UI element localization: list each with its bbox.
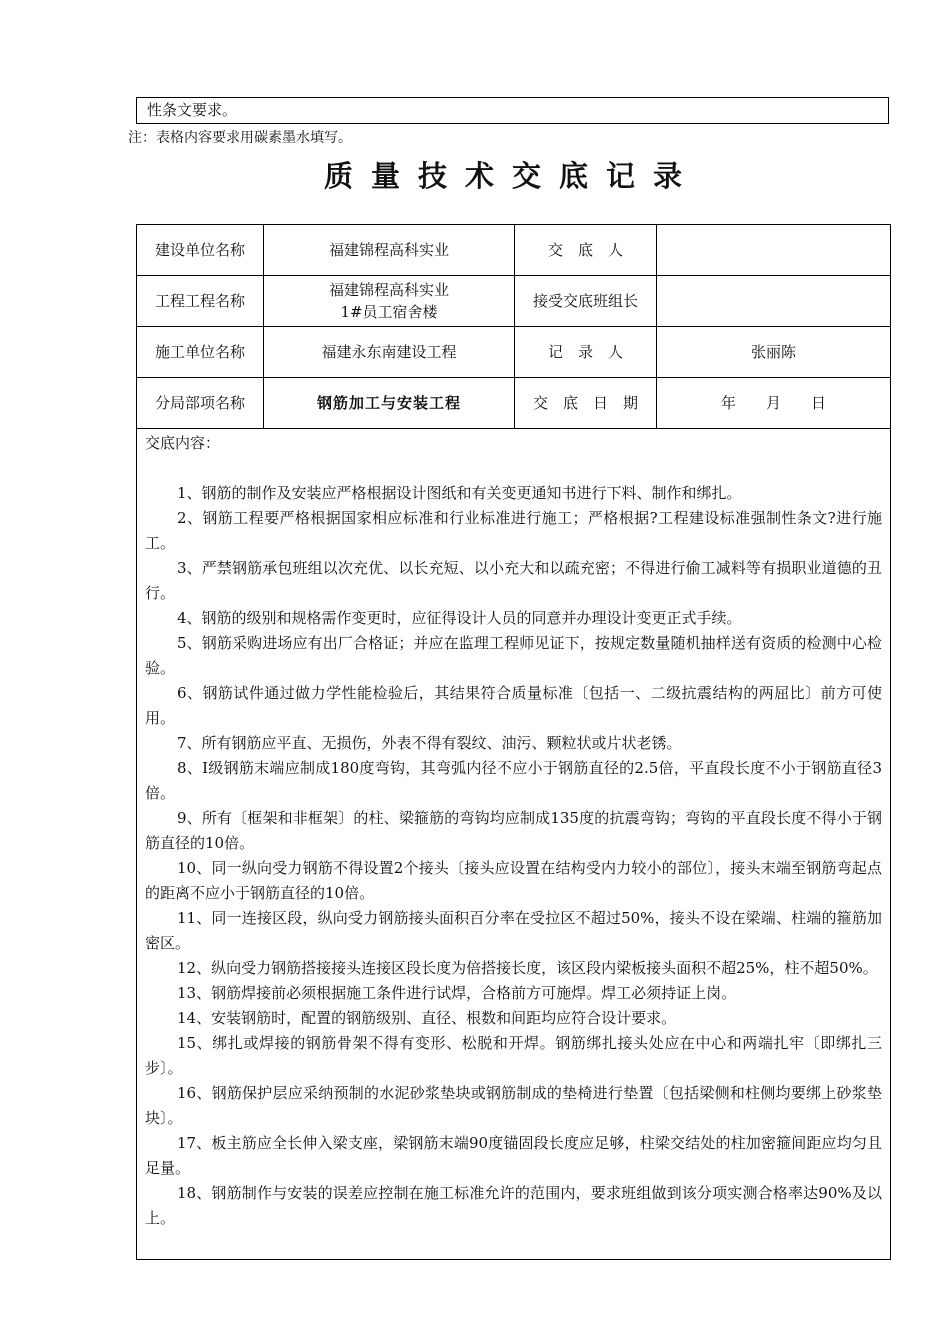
cell-value-project: 钢筋加工与安装工程 (264, 378, 515, 429)
list-item: 15、绑扎或焊接的钢筋骨架不得有变形、松脱和开焊。钢筋绑扎接头处应在中心和两端扎牢〔即绑扎三步〕。 (145, 1034, 882, 1077)
content-list (145, 481, 882, 1231)
list-item: 4、钢筋的级别和规格需作变更时，应征得设计人员的同意并办理设计变更正式手续。 (177, 609, 742, 627)
cell-label: 分局部项名称 (137, 378, 264, 429)
continued-text: 性条文要求。 (147, 101, 238, 119)
cell-label (515, 225, 657, 276)
list-item: 16、钢筋保护层应采纳预制的水泥砂浆垫块或钢筋制成的垫椅进行垫置〔包括梁侧和柱侧均要绑上砂浆垫块〕。 (145, 1084, 882, 1127)
list-item: 10、同一纵向受力钢筋不得设置2个接头〔接头应设置在结构受内力较小的部位〕，接头末端至钢筋弯起点的距离不应小于钢筋直径的10倍。 (145, 859, 882, 902)
list-item: 9、所有〔框架和非框架〕的柱、梁箍筋的弯钩均应制成135度的抗震弯钩；弯钩的平直段长度不得小于钢筋直径的10倍。 (145, 809, 882, 852)
cell-value (657, 225, 891, 276)
list-item: 6、钢筋试件通过做力学性能检验后，其结果符合质量标准〔包括一、二级抗震结构的两屈比〕前方可使用。 (145, 684, 882, 727)
list-item: 14、安装钢筋时，配置的钢筋级别、直径、根数和间距均应符合设计要求。 (177, 1009, 677, 1027)
list-item: 8、Ⅰ级钢筋末端应制成180度弯钩，其弯弧内径不应小于钢筋直径的2.5倍，平直段长度不小于钢筋直径3倍。 (145, 759, 882, 802)
cell-label: 建设单位名称 (137, 225, 264, 276)
list-item: 17、板主筋应全长伸入梁支座，梁钢筋末端90度锚固段长度应足够，柱梁交结处的柱加密箍间距应均匀且足量。 (145, 1134, 882, 1177)
list-item: 1、钢筋的制作及安装应严格根据设计图纸和有关变更通知书进行下料、制作和绑扎。 (177, 484, 742, 502)
content-row (137, 429, 891, 1260)
cell-label-text: 交 底 人 (547, 241, 623, 259)
cell-value: 福建锦程高科实业 (264, 225, 515, 276)
cell-value: 年 月 日 (657, 378, 891, 429)
cell-value (657, 276, 891, 327)
list-item: 2、钢筋工程要严格根据国家相应标准和行业标准进行施工；严格根据?工程建设标准强制性条文?进行施工。 (145, 509, 882, 552)
list-item: 7、所有钢筋应平直、无损伤，外表不得有裂纹、油污、颗粒状或片状老锈。 (177, 734, 682, 752)
page-title: 质量技术交底记录 (323, 159, 700, 193)
list-item: 13、钢筋焊接前必须根据施工条件进行试焊，合格前方可施焊。焊工必须持证上岗。 (177, 984, 737, 1002)
cell-label: 施工单位名称 (137, 327, 264, 378)
table-row (137, 378, 891, 429)
cell-label: 交 底 日 期 (515, 378, 657, 429)
cell-value-line: 福建锦程高科实业 (328, 281, 449, 299)
cell-value-line: 1#员工宿舍楼 (340, 303, 438, 321)
cell-value: 福建永东南建设工程 (264, 327, 515, 378)
cell-label: 工程工程名称 (137, 276, 264, 327)
record-table (136, 224, 891, 1260)
content-heading: 交底内容： (145, 434, 221, 452)
list-item: 18、钢筋制作与安装的误差应控制在施工标准允许的范围内，要求班组做到该分项实测合格率达90%及以上。 (145, 1184, 882, 1227)
form-note: 注：表格内容要求用碳素墨水填写。 (128, 130, 352, 146)
table-row (137, 276, 891, 327)
table-row (137, 225, 891, 276)
table-row (137, 327, 891, 378)
content-cell (137, 429, 891, 1260)
continued-text-box (136, 97, 889, 124)
list-item: 5、钢筋采购进场应有出厂合格证；并应在监理工程师见证下，按规定数量随机抽样送有资质的检测中心检验。 (145, 634, 882, 677)
cell-label: 接受交底班组长 (515, 276, 657, 327)
list-item: 11、同一连接区段，纵向受力钢筋接头面积百分率在受拉区不超过50%，接头不设在梁端、柱端的箍筋加密区。 (145, 909, 882, 952)
cell-label: 记 录 人 (515, 327, 657, 378)
cell-value (264, 276, 515, 327)
list-item: 12、纵向受力钢筋搭接接头连接区段长度为倍搭接长度，该区段内梁板接头面积不超25%，柱不超50%。 (177, 959, 878, 977)
cell-value: 张丽陈 (657, 327, 891, 378)
list-item: 3、严禁钢筋承包班组以次充优、以长充短、以小充大和以疏充密；不得进行偷工减料等有损职业道德的丑行。 (145, 559, 882, 602)
